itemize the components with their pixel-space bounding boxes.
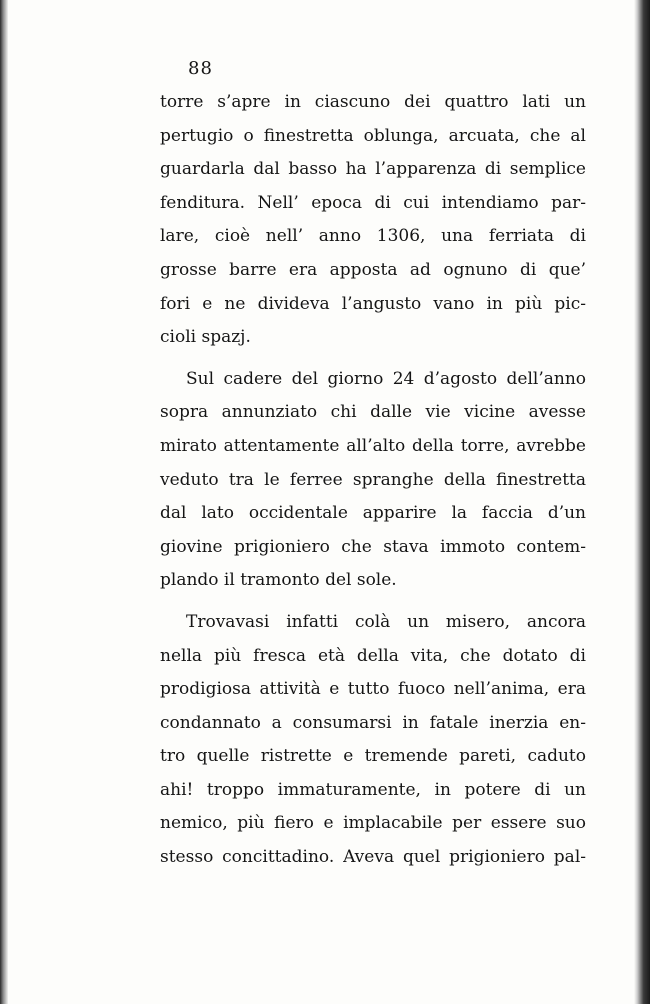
text-line: plando il tramonto del sole. — [160, 570, 397, 591]
text-line: cioli spazj. — [160, 327, 251, 348]
text-line: pertugio o finestretta oblunga, arcuata, che al — [160, 125, 586, 146]
text-line: nella più fresca età della vita, che dotato di — [160, 645, 586, 666]
body-text — [160, 86, 586, 875]
text-line: Sul cadere del giorno 24 d’agosto dell’anno — [186, 368, 586, 389]
text-line: tro quelle ristrette e tremende pareti, caduto — [160, 746, 586, 767]
text-line: lare, cioè nell’ anno 1306, una ferriata di — [160, 226, 586, 247]
text-line: veduto tra le ferree spranghe della finestretta — [160, 469, 586, 490]
text-line: fenditura. Nell’ epoca di cui intendiamo par- — [160, 192, 586, 213]
text-line: condannato a consumarsi in fatale inerzia en- — [160, 712, 586, 733]
text-line: nemico, più fiero e implacabile per essere suo — [160, 813, 586, 834]
text-line: dal lato occidentale apparire la faccia d’un — [160, 503, 586, 524]
text-line: sopra annunziato chi dalle vie vicine avesse — [160, 402, 586, 423]
text-line: guardarla dal basso ha l’apparenza di semplice — [160, 159, 586, 180]
text-line: Trovavasi infatti colà un misero, ancora — [186, 611, 586, 632]
text-line: fori e ne divideva l’angusto vano in più pic- — [160, 293, 586, 314]
page-left-edge — [0, 0, 8, 1004]
text-line: prodigiosa attività e tutto fuoco nell’anima, era — [160, 679, 586, 700]
text-line: giovine prigioniero che stava immoto contem- — [160, 536, 586, 557]
page-right-edge — [634, 0, 650, 1004]
text-line: grosse barre era apposta ad ognuno di que’ — [160, 259, 586, 280]
text-line: torre s’apre in ciascuno dei quattro lati un — [160, 92, 586, 112]
text-line: ahi! troppo immaturamente, in potere di un — [160, 779, 586, 800]
text-line: mirato attentamente all’alto della torre, avrebbe — [160, 435, 586, 456]
text-line: stesso concittadino. Aveva quel prigioniero pal- — [160, 847, 586, 868]
page-number: 88 — [188, 58, 213, 79]
